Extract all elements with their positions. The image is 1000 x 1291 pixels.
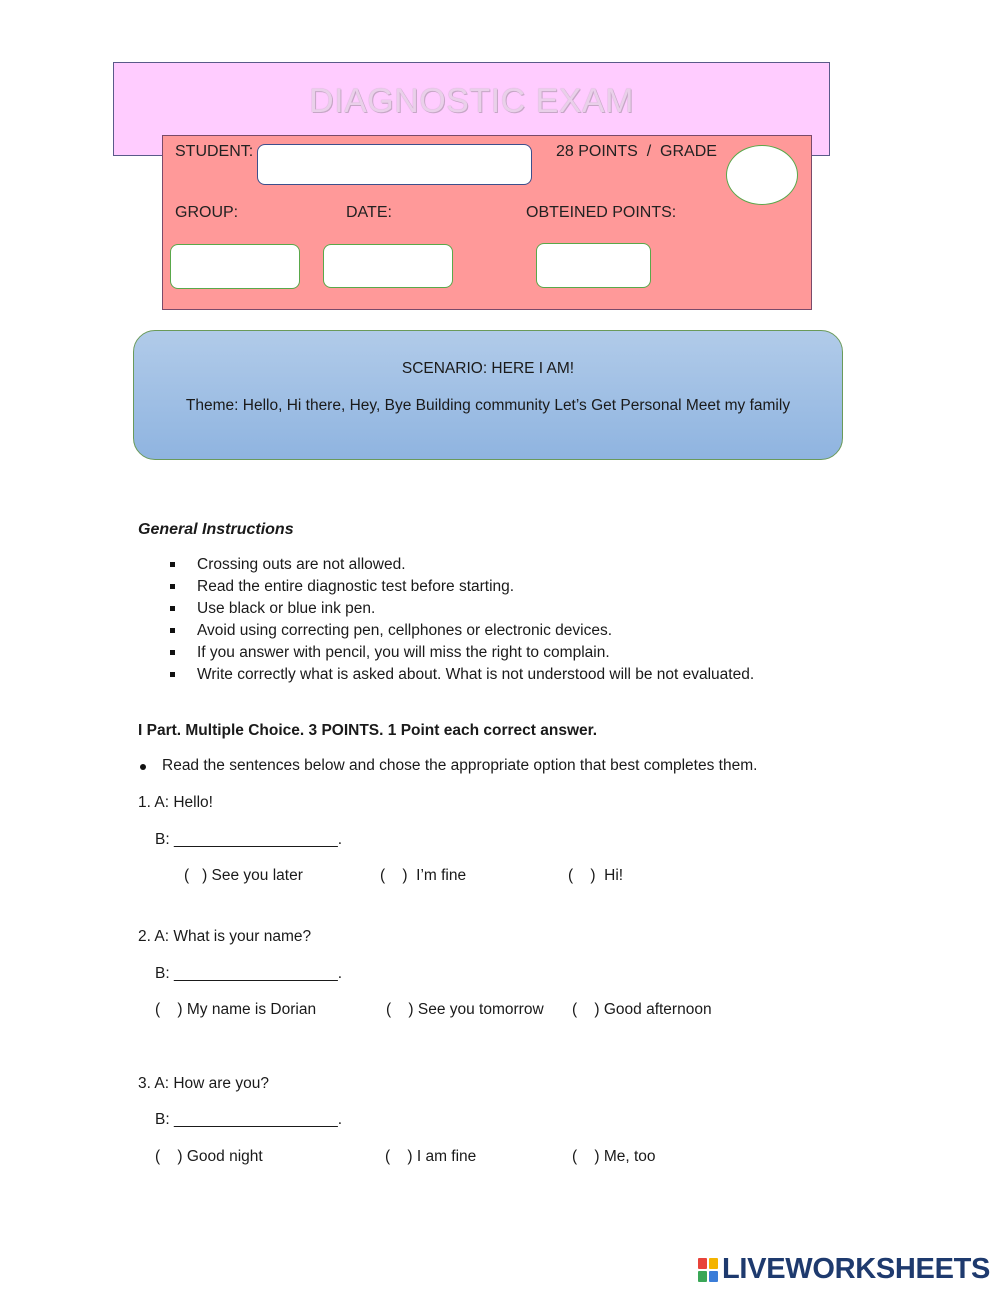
bullet-square-icon: [170, 672, 175, 677]
list-item: If you answer with pencil, you will miss the right to complain.: [168, 643, 754, 665]
brand-name: LIVEWORKSHEETS: [722, 1253, 991, 1285]
part1-instruction: Read the sentences below and chose the appropriate option that best completes them.: [162, 757, 758, 774]
points-grade-label: 28 POINTS / GRADE: [556, 143, 717, 160]
question-2-option-c[interactable]: ( ) Good afternoon: [572, 1001, 712, 1018]
list-item: Write correctly what is asked about. What is not understood will be not evaluated.: [168, 665, 754, 687]
student-label: STUDENT:: [175, 143, 254, 160]
student-name-field[interactable]: [257, 144, 532, 185]
question-1-option-b[interactable]: ( ) I’m fine: [380, 867, 467, 884]
scenario-panel: [133, 330, 843, 460]
list-item: Crossing outs are not allowed.: [168, 555, 754, 577]
instructions-list: [168, 555, 754, 687]
logo-tile: [698, 1258, 707, 1269]
list-item: Use black or blue ink pen.: [168, 599, 754, 621]
obtained-points-label: OBTEINED POINTS:: [526, 204, 677, 221]
bullet-square-icon: [170, 628, 175, 633]
bullet-square-icon: [170, 584, 175, 589]
grade-field[interactable]: [726, 145, 798, 205]
question-3-answer-line: B: ___________________.: [155, 1111, 343, 1128]
question-3-option-a[interactable]: ( ) Good night: [155, 1148, 263, 1165]
logo-tile: [709, 1271, 718, 1282]
bullet-square-icon: [170, 650, 175, 655]
question-3-option-c[interactable]: ( ) Me, too: [572, 1148, 656, 1165]
bullet-square-icon: [170, 606, 175, 611]
page-title: DIAGNOSTIC EXAM: [309, 82, 634, 120]
scenario-title: SCENARIO: HERE I AM!: [401, 360, 575, 377]
bullet-square-icon: [170, 562, 175, 567]
scenario-theme: Theme: Hello, Hi there, Hey, Bye Building community Let’s Get Personal Meet my family: [185, 397, 791, 414]
question-2-answer-line: B: ___________________.: [155, 965, 343, 982]
question-1-option-c[interactable]: ( ) Hi!: [568, 867, 624, 884]
logo-tile: [698, 1271, 707, 1282]
instructions-heading: General Instructions: [138, 521, 294, 538]
question-2-prompt: 2. A: What is your name?: [138, 928, 312, 945]
question-1-prompt: 1. A: Hello!: [138, 794, 213, 811]
obtained-points-field[interactable]: [536, 243, 651, 288]
list-item: Avoid using correcting pen, cellphones or electronic devices.: [168, 621, 754, 643]
part1-heading: I Part. Multiple Choice. 3 POINTS. 1 Point each correct answer.: [138, 722, 598, 739]
bullet-dot-icon: [140, 764, 146, 770]
group-field[interactable]: [170, 244, 300, 289]
question-1-answer-line: B: ___________________.: [155, 831, 343, 848]
logo-tile: [709, 1258, 718, 1269]
question-3-prompt: 3. A: How are you?: [138, 1075, 269, 1092]
question-3-option-b[interactable]: ( ) I am fine: [385, 1148, 477, 1165]
date-label: DATE:: [346, 204, 392, 221]
question-2-option-a[interactable]: ( ) My name is Dorian: [155, 1001, 317, 1018]
question-2-option-b[interactable]: ( ) See you tomorrow: [386, 1001, 544, 1018]
liveworksheets-logo-icon: [698, 1258, 718, 1282]
group-label: GROUP:: [175, 204, 239, 221]
list-item: Read the entire diagnostic test before starting.: [168, 577, 754, 599]
date-field[interactable]: [323, 244, 453, 288]
question-1-option-a[interactable]: ( ) See you later: [184, 867, 303, 884]
